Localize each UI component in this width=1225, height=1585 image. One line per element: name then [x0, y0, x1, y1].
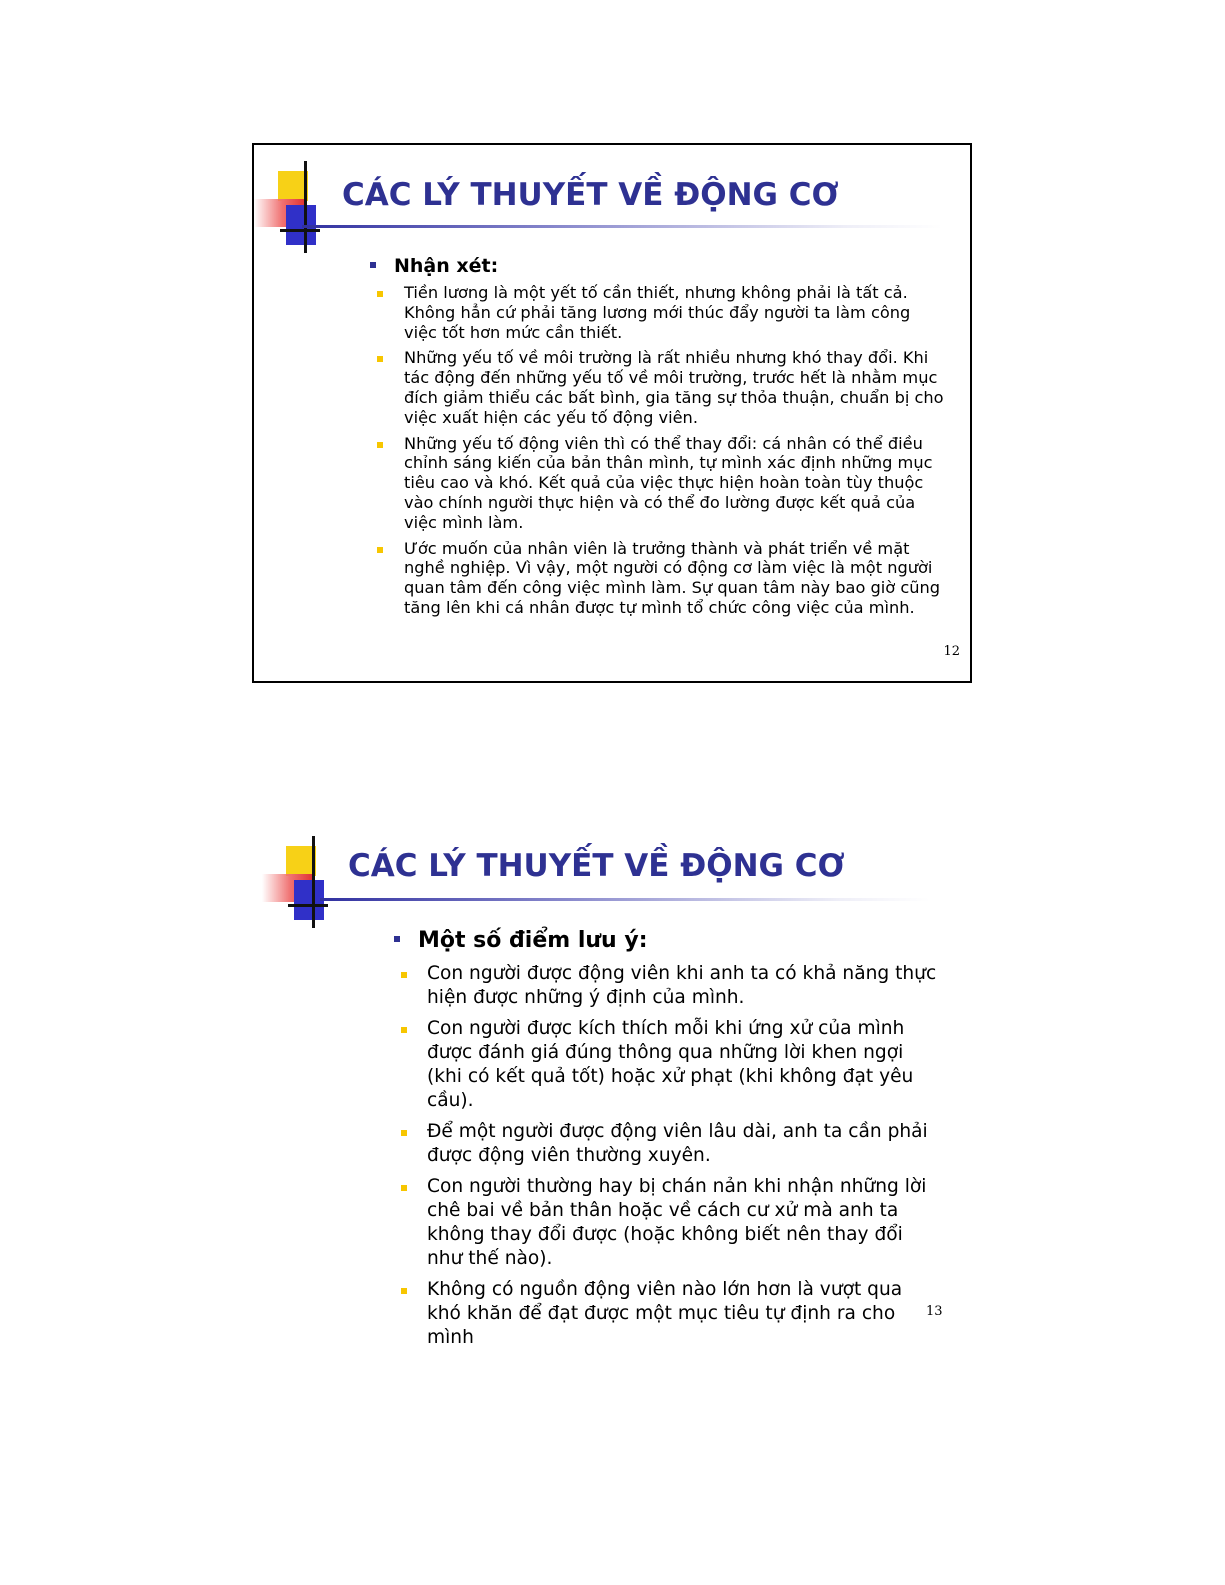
bullet-square-icon — [394, 936, 400, 942]
list-item: Những yếu tố động viên thì có thể thay đổi: cá nhân có thể điều chỉnh sáng kiến của bản thân mình, tự mình xác định những mục tiêu cao và khó. Kết quả của việc thực hiện hoàn toàn tùy thuộc vào chính người thực hiện và có thể đo lường được kết quả của việc mình làm. — [376, 434, 944, 533]
list-item: Tiền lương là một yết tố cần thiết, nhưng không phải là tất cả. Không hẳn cứ phải tăng lương mới thúc đẩy người ta làm công việc tốt hơn mức cần thiết. — [376, 283, 944, 342]
page-number: 12 — [943, 644, 960, 659]
title-divider — [302, 225, 942, 228]
bullet-icon — [401, 1288, 407, 1294]
list-item: Những yếu tố về môi trường là rất nhiều nhưng khó thay đổi. Khi tác động đến những yếu tố về môi trường, trước hết là nhằm mục đích giảm thiểu các bất bình, gia tăng sự thỏa thuận, chuẩn bị cho việc xuất hiện các yếu tố động viên. — [376, 348, 944, 427]
bullet-square-icon — [370, 262, 376, 268]
bullet-icon — [401, 972, 407, 978]
list-item: Con người thường hay bị chán nản khi nhận những lời chê bai về bản thân hoặc về cách cư xử mà anh ta không thay đổi được (hoặc không biết nên thay đổi như thế nào). — [400, 1175, 940, 1271]
bullet-icon — [401, 1027, 407, 1033]
bullet-list — [400, 962, 940, 1357]
list-item: Ước muốn của nhân viên là trưởng thành và phát triển về mặt nghề nghiệp. Vì vậy, một người có động cơ làm việc là một người quan tâm đến công việc mình làm. Sự quan tâm này bao giờ cũng tăng lên khi cá nhân được tự mình tổ chức công việc của mình. — [376, 539, 944, 618]
bullet-icon — [377, 547, 383, 553]
list-item: Con người được động viên khi anh ta có khả năng thực hiện được những ý định của mình. — [400, 962, 940, 1010]
bullet-icon — [377, 442, 383, 448]
slide-title: CÁC LÝ THUYẾT VỀ ĐỘNG CƠ — [342, 177, 839, 213]
slide-logo-icon — [254, 161, 344, 251]
section-heading — [370, 255, 498, 277]
bullet-icon — [377, 356, 383, 362]
heading-text: Một số điểm lưu ý: — [418, 928, 648, 953]
slide-title: CÁC LÝ THUYẾT VỀ ĐỘNG CƠ — [348, 848, 845, 884]
bullet-icon — [401, 1130, 407, 1136]
list-item: Con người được kích thích mỗi khi ứng xử của mình được đánh giá đúng thông qua những lời khen ngợi (khi có kết quả tốt) hoặc xử phạt (khi không đạt yêu cầu). — [400, 1017, 940, 1113]
slide-12 — [252, 143, 972, 683]
section-heading — [394, 928, 648, 953]
list-item: Không có nguồn động viên nào lớn hơn là vượt qua khó khăn để đạt được một mục tiêu tự định ra cho mình — [400, 1278, 940, 1350]
page-number: 13 — [926, 1304, 943, 1319]
bullet-icon — [377, 291, 383, 297]
list-item: Để một người được động viên lâu dài, anh ta cần phải được động viên thường xuyên. — [400, 1120, 940, 1168]
slide-logo-icon — [262, 836, 352, 926]
slide-13 — [262, 840, 962, 1348]
heading-text: Nhận xét: — [394, 255, 499, 277]
bullet-icon — [401, 1185, 407, 1191]
bullet-list — [376, 283, 944, 624]
title-divider — [320, 898, 930, 901]
